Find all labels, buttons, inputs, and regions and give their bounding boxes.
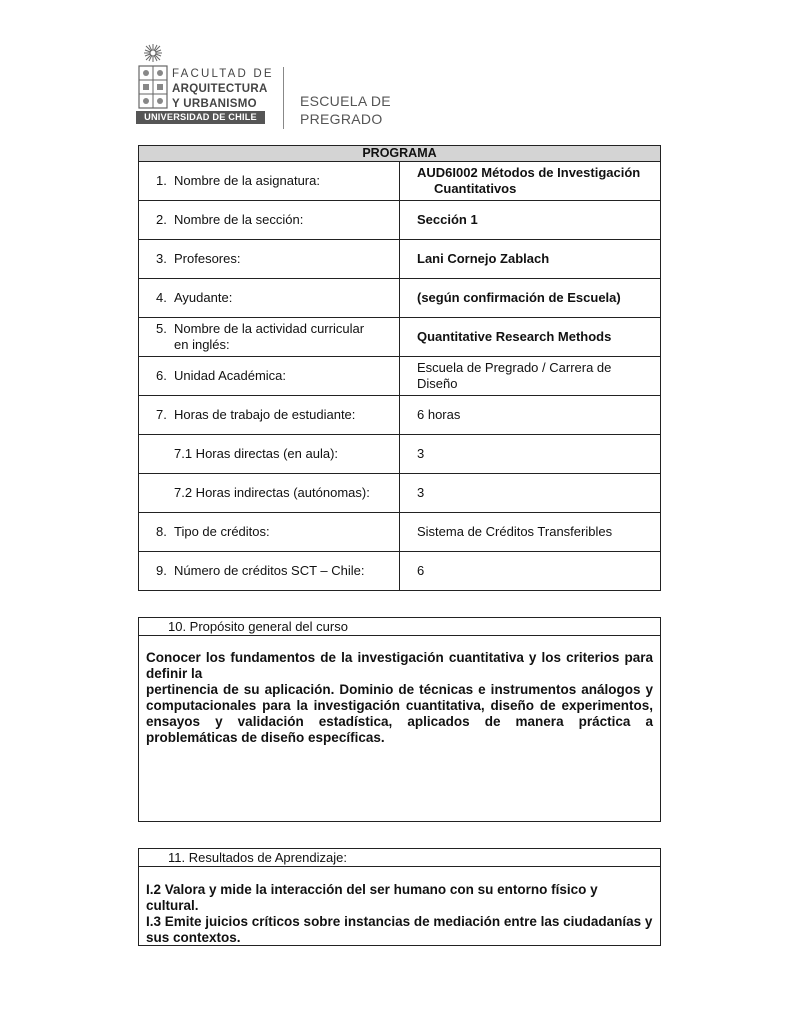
credits-value: 6 [417,563,425,578]
faculty-name: FACULTAD DE ARQUITECTURA Y URBANISMO [172,68,274,110]
row-label: Horas de trabajo de estudiante: [174,407,356,422]
table-row: 2. Nombre de la sección: Sección 1 [139,201,661,240]
table-row [139,474,661,513]
program-table [138,145,661,591]
professor-value: Lani Cornejo Zablach [417,251,550,266]
row-label: Unidad Académica: [174,368,287,383]
outcomes-text [139,867,660,946]
purpose-box [138,617,661,822]
table-row: 5. Nombre de la actividad curricular en inglés: Quantitative Research Methods [139,318,661,357]
row-label: 7.1 Horas directas (en aula): [174,446,339,461]
row-label: Ayudante: [174,290,233,305]
outcomes-heading: 11. Resultados de Aprendizaje: [139,849,660,867]
hours-value: 6 horas [417,407,461,422]
english-name-value: Quantitative Research Methods [417,329,612,344]
section-value: Sección 1 [417,212,478,227]
row-label: Nombre de la asignatura: [174,173,320,188]
table-row: 3. Profesores: Lani Cornejo Zablach [139,240,661,279]
row-label: Tipo de créditos: [174,524,270,539]
table-row: 6. Unidad Académica: Escuela de Pregrado / Carrera de Diseño [139,357,661,396]
assistant-value: (según confirmación de Escuela) [417,290,621,305]
header-divider [283,67,284,129]
direct-hours-value: 3 [417,446,425,461]
row-label: 7.2 Horas indirectas (autónomas): [174,485,370,500]
indirect-hours-value: 3 [417,485,425,500]
table-row: 9. Número de créditos SCT – Chile: 6 [139,552,661,591]
page-header [136,40,396,132]
school-name: ESCUELA DE PREGRADO [300,93,391,127]
university-emblem-icon [136,40,176,120]
table-row: 4. Ayudante: (según confirmación de Escuela) [139,279,661,318]
row-label: Nombre de la sección: [174,212,304,227]
purpose-heading: 10. Propósito general del curso [139,618,660,636]
outcome-item: I.3 Emite juicios críticos sobre instancias de mediación entre las ciudadanías y sus contextos. [146,914,653,945]
university-name-bar: UNIVERSIDAD DE CHILE [136,111,265,124]
row-label: Profesores: [174,251,241,266]
table-row: 1. Nombre de la asignatura: AUD6I002 Métodos de Investigación Cuantitativos [139,162,661,201]
row-label: Nombre de la actividad curricular en inglés: [174,321,365,352]
academic-unit-value: Escuela de Pregrado / Carrera de Diseño [417,360,612,391]
course-name-value: AUD6I002 Métodos de Investigación Cuantitativos [417,165,641,196]
outcomes-box [138,848,661,946]
purpose-text: Conocer los fundamentos de la investigación cuantitativa y los criterios para definir la pertinencia de su aplicación. Dominio de técnicas e instrumentos análogos y computacionales para la investigación cuantitativa, diseño de experimentos, ensayos y validación estadística, aplicados de manera práctica a problemáticas de diseño específicas. [146,650,653,745]
credit-type-value: Sistema de Créditos Transferibles [417,524,613,539]
table-row: 8. Tipo de créditos: Sistema de Créditos Transferibles [139,513,661,552]
row-label: Número de créditos SCT – Chile: [174,563,365,578]
table-row: 7. Horas de trabajo de estudiante: 6 horas [139,396,661,435]
outcome-item: I.2 Valora y mide la interacción del ser humano con su entorno físico y cultural. [146,882,598,913]
table-row [139,435,661,474]
program-title: PROGRAMA [139,146,661,162]
